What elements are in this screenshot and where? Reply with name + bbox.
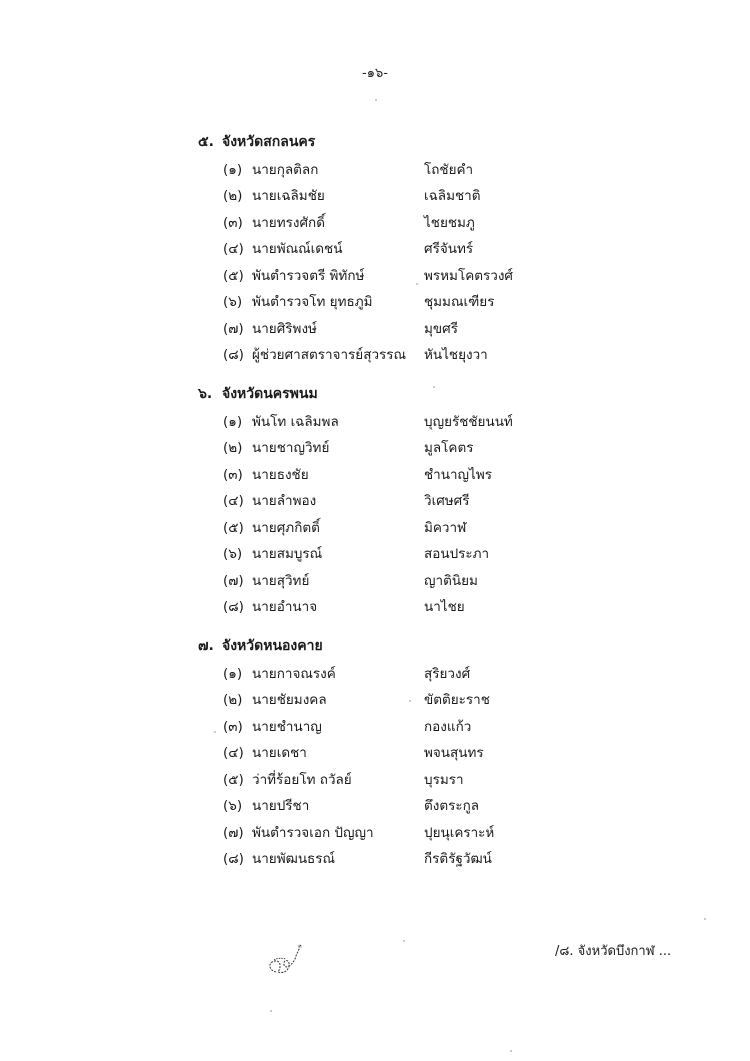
item-index: (๔) xyxy=(223,493,244,509)
list-item xyxy=(0,542,750,566)
list-item xyxy=(0,489,750,513)
scan-speck xyxy=(270,1010,272,1012)
member-surname: ขัตติยะราช xyxy=(424,692,490,708)
list-item xyxy=(0,569,750,593)
member-surname: ไชยชมภู xyxy=(424,215,475,231)
signature-initials xyxy=(262,942,312,982)
member-name: นายกาจณรงค์ xyxy=(252,666,336,682)
list-item xyxy=(0,662,750,686)
member-surname: กีรติรัฐวัฒน์ xyxy=(424,851,492,867)
member-surname: บุญยรัชชัยนนท์ xyxy=(424,414,513,430)
list-item xyxy=(0,290,750,314)
scan-speck xyxy=(416,283,418,285)
member-surname: มูลโคตร xyxy=(424,440,474,456)
member-name: นายปรีชา xyxy=(252,798,310,814)
list-item xyxy=(0,741,750,765)
list-item xyxy=(0,516,750,540)
list-item xyxy=(0,343,750,367)
item-index: (๔) xyxy=(223,745,244,761)
item-index: (๗) xyxy=(223,825,244,841)
member-name: นายสุวิทย์ xyxy=(252,573,310,589)
item-index: (๖) xyxy=(223,294,243,310)
list-item xyxy=(0,688,750,712)
section-heading xyxy=(198,131,315,155)
item-index: (๒) xyxy=(223,692,243,708)
list-item xyxy=(0,463,750,487)
list-item xyxy=(0,184,750,208)
page-number: -๑๖- xyxy=(362,66,388,81)
list-item xyxy=(0,264,750,288)
scan-speck xyxy=(409,700,411,702)
member-surname: ญาตินิยม xyxy=(424,573,478,589)
member-name: พันโท เฉลิมพล xyxy=(252,414,339,430)
member-surname: นาไชย xyxy=(424,599,465,615)
item-index: (๖) xyxy=(223,546,243,562)
member-surname: ศรีจันทร์ xyxy=(424,241,474,257)
member-surname: ปุยนุเคราะห์ xyxy=(424,825,495,841)
item-index: (๘) xyxy=(223,851,244,867)
item-index: (๑) xyxy=(223,666,243,682)
item-index: (๗) xyxy=(223,573,244,589)
member-name: นายศิริพงษ์ xyxy=(252,321,317,337)
member-surname: กองแก้ว xyxy=(424,719,472,735)
member-name: นายทรงศักดิ์ xyxy=(252,215,325,231)
member-surname: ตึงตระกูล xyxy=(424,798,480,814)
list-item xyxy=(0,715,750,739)
list-item xyxy=(0,410,750,434)
member-name: นายลำพอง xyxy=(252,493,317,509)
member-name: นายชำนาญ xyxy=(252,719,322,735)
member-name: นายเฉลิมชัย xyxy=(252,188,325,204)
item-index: (๒) xyxy=(223,440,243,456)
member-name: นายศุภกิตติ์ xyxy=(252,520,320,536)
item-index: (๔) xyxy=(223,241,244,257)
item-index: (๑) xyxy=(223,162,243,178)
continuation-note: /๘. จังหวัดบึงกาฬ ... xyxy=(555,944,672,959)
list-item xyxy=(0,436,750,460)
item-index: (๘) xyxy=(223,347,244,363)
member-name: นายสมบูรณ์ xyxy=(252,546,323,562)
member-name: นายกุลติลก xyxy=(252,162,319,178)
item-index: (๖) xyxy=(223,798,243,814)
member-name: นายธงชัย xyxy=(252,467,309,483)
section-title: จังหวัดหนองคาย xyxy=(222,638,323,654)
section-number: ๖. xyxy=(198,386,213,402)
member-surname: ชุมมณเฑียร xyxy=(424,294,495,310)
section-title: จังหวัดนครพนม xyxy=(222,386,318,402)
member-surname: สุริยวงศ์ xyxy=(424,666,471,682)
list-item xyxy=(0,794,750,818)
list-item xyxy=(0,847,750,871)
scan-speck xyxy=(403,940,405,942)
member-name: ว่าที่ร้อยโท ถวัลย์ xyxy=(252,772,352,788)
member-surname: ชำนาญไพร xyxy=(424,467,492,483)
list-item xyxy=(0,317,750,341)
list-item xyxy=(0,237,750,261)
section-number: ๗. xyxy=(198,638,214,654)
list-item xyxy=(0,821,750,845)
item-index: (๕) xyxy=(223,520,244,536)
item-index: (๒) xyxy=(223,188,243,204)
scan-speck xyxy=(510,1050,512,1052)
member-surname: วิเศษศรี xyxy=(424,493,470,509)
member-name: พันตำรวจตรี พิทักษ์ xyxy=(252,268,365,284)
item-index: (๘) xyxy=(223,599,244,615)
item-index: (๕) xyxy=(223,772,244,788)
member-surname: หันไชยุงวา xyxy=(424,347,488,363)
scan-speck xyxy=(433,386,435,388)
member-name: นายอำนาจ xyxy=(252,599,318,615)
scan-speck xyxy=(704,918,706,920)
member-surname: บุรมรา xyxy=(424,772,464,788)
member-name: พันตำรวจเอก ปัญญา xyxy=(252,825,374,841)
member-name: นายเดชา xyxy=(252,745,307,761)
member-name: นายชาญวิทย์ xyxy=(252,440,330,456)
section-title: จังหวัดสกลนคร xyxy=(222,134,316,150)
item-index: (๗) xyxy=(223,321,244,337)
list-item xyxy=(0,595,750,619)
section-heading xyxy=(198,383,318,407)
member-name: นายพัณณ์เดชน์ xyxy=(252,241,343,257)
item-index: (๕) xyxy=(223,268,244,284)
list-item xyxy=(0,211,750,235)
list-item xyxy=(0,158,750,182)
scan-speck xyxy=(375,99,377,101)
member-surname: มุขศรี xyxy=(424,321,458,337)
member-surname: พรหมโคตรวงศ์ xyxy=(424,268,513,284)
member-surname: เฉลิมชาติ xyxy=(424,188,481,204)
item-index: (๓) xyxy=(223,719,243,735)
member-name: นายพัฒนธรณ์ xyxy=(252,851,336,867)
item-index: (๑) xyxy=(223,414,243,430)
member-surname: โถชัยคำ xyxy=(424,162,474,178)
member-name: พันตำรวจโท ยุทธภูมิ xyxy=(252,294,373,310)
member-surname: สอนประภา xyxy=(424,546,490,562)
section-number: ๕. xyxy=(198,134,214,150)
item-index: (๓) xyxy=(223,215,243,231)
item-index: (๓) xyxy=(223,467,243,483)
scan-speck xyxy=(214,731,216,733)
member-surname: พจนสุนทร xyxy=(424,745,484,761)
member-surname: มิควาฬ xyxy=(424,520,467,536)
member-name: ผู้ช่วยศาสตราจารย์สุวรรณ xyxy=(252,347,407,363)
list-item xyxy=(0,768,750,792)
section-heading xyxy=(198,635,323,659)
member-name: นายชัยมงคล xyxy=(252,692,327,708)
